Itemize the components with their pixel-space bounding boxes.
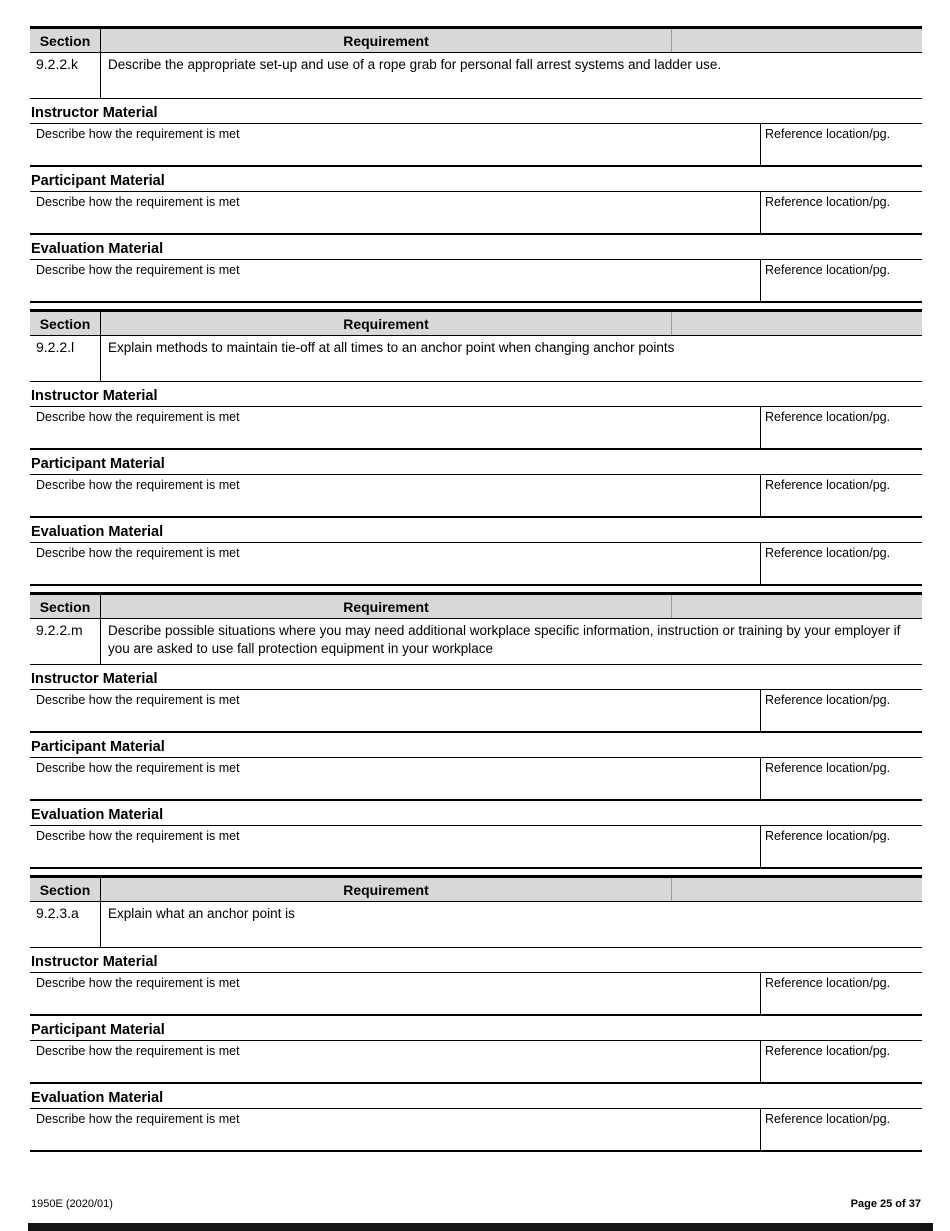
- requirement-text: Describe possible situations where you may need additional workplace specific information, instruction or training by your employer if you are asked to use fall protection equipment in your workplace: [108, 623, 901, 657]
- instructor-material-heading: Instructor Material: [31, 105, 158, 121]
- requirement-block: [30, 875, 922, 1152]
- evaluation-material-heading: Evaluation Material: [31, 807, 164, 823]
- header-empty-cell: [672, 29, 922, 52]
- requirement-text: Explain what an anchor point is: [108, 906, 295, 921]
- page-number: Page 25 of 37: [850, 1198, 921, 1210]
- participant-material-heading: Participant Material: [31, 173, 165, 189]
- requirement-block: [30, 26, 922, 303]
- describe-prompt: Describe how the requirement is met: [30, 1109, 761, 1150]
- requirement-column-header: Requirement: [101, 878, 672, 901]
- evaluation-material-heading: Evaluation Material: [31, 1090, 164, 1106]
- participant-material-row: [30, 474, 922, 518]
- table-header-row: [30, 26, 922, 53]
- section-code: 9.2.2.m: [30, 619, 101, 664]
- requirement-row: [30, 902, 922, 948]
- reference-location-label: Reference location/pg.: [765, 976, 891, 990]
- section-code: 9.2.3.a: [30, 902, 101, 947]
- describe-prompt: Describe how the requirement is met: [30, 826, 761, 867]
- header-empty-cell: [672, 595, 922, 618]
- header-empty-cell: [672, 878, 922, 901]
- evaluation-material-row: [30, 825, 922, 869]
- reference-location-label: Reference location/pg.: [765, 195, 891, 209]
- describe-prompt: Describe how the requirement is met: [30, 973, 761, 1014]
- requirement-row: [30, 336, 922, 382]
- section-column-header: Section: [30, 312, 101, 335]
- instructor-material-row: [30, 689, 922, 733]
- section-code: 9.2.2.l: [30, 336, 101, 381]
- participant-material-row: [30, 1040, 922, 1084]
- instructor-material-row: [30, 406, 922, 450]
- instructor-material-heading: Instructor Material: [31, 671, 158, 687]
- participant-material-heading: Participant Material: [31, 456, 165, 472]
- requirement-column-header: Requirement: [101, 312, 672, 335]
- reference-location-label: Reference location/pg.: [765, 478, 891, 492]
- describe-prompt: Describe how the requirement is met: [30, 1041, 761, 1082]
- evaluation-material-row: [30, 1108, 922, 1152]
- reference-location-label: Reference location/pg.: [765, 761, 891, 775]
- section-code: 9.2.2.k: [30, 53, 101, 98]
- evaluation-material-heading: Evaluation Material: [31, 241, 164, 257]
- page-footer: [30, 1198, 922, 1210]
- requirement-text: Explain methods to maintain tie-off at all times to an anchor point when changing anchor points: [108, 340, 675, 355]
- describe-prompt: Describe how the requirement is met: [30, 543, 761, 584]
- instructor-material-heading: Instructor Material: [31, 388, 158, 404]
- reference-location-label: Reference location/pg.: [765, 693, 891, 707]
- describe-prompt: Describe how the requirement is met: [30, 260, 761, 301]
- participant-material-row: [30, 191, 922, 235]
- requirement-text: Describe the appropriate set-up and use of a rope grab for personal fall arrest systems and ladder use.: [108, 57, 722, 72]
- reference-location-label: Reference location/pg.: [765, 546, 891, 560]
- section-column-header: Section: [30, 29, 101, 52]
- instructor-material-row: [30, 972, 922, 1016]
- requirement-block: [30, 309, 922, 586]
- requirement-block: [30, 592, 922, 869]
- reference-location-label: Reference location/pg.: [765, 127, 891, 141]
- table-header-row: [30, 592, 922, 619]
- describe-prompt: Describe how the requirement is met: [30, 758, 761, 799]
- form-number: 1950E (2020/01): [31, 1198, 113, 1210]
- evaluation-material-row: [30, 259, 922, 303]
- participant-material-heading: Participant Material: [31, 1022, 165, 1038]
- participant-material-heading: Participant Material: [31, 739, 165, 755]
- table-header-row: [30, 309, 922, 336]
- header-empty-cell: [672, 312, 922, 335]
- evaluation-material-heading: Evaluation Material: [31, 524, 164, 540]
- section-column-header: Section: [30, 595, 101, 618]
- section-column-header: Section: [30, 878, 101, 901]
- document-page: [30, 26, 922, 1231]
- reference-location-label: Reference location/pg.: [765, 410, 891, 424]
- reference-location-label: Reference location/pg.: [765, 1044, 891, 1058]
- describe-prompt: Describe how the requirement is met: [30, 192, 761, 233]
- reference-location-label: Reference location/pg.: [765, 829, 891, 843]
- reference-location-label: Reference location/pg.: [765, 263, 891, 277]
- describe-prompt: Describe how the requirement is met: [30, 124, 761, 165]
- describe-prompt: Describe how the requirement is met: [30, 475, 761, 516]
- evaluation-material-row: [30, 542, 922, 586]
- requirement-row: [30, 619, 922, 665]
- instructor-material-heading: Instructor Material: [31, 954, 158, 970]
- table-header-row: [30, 875, 922, 902]
- participant-material-row: [30, 757, 922, 801]
- describe-prompt: Describe how the requirement is met: [30, 690, 761, 731]
- requirement-row: [30, 53, 922, 99]
- describe-prompt: Describe how the requirement is met: [30, 407, 761, 448]
- requirement-column-header: Requirement: [101, 595, 672, 618]
- requirement-column-header: Requirement: [101, 29, 672, 52]
- instructor-material-row: [30, 123, 922, 167]
- reference-location-label: Reference location/pg.: [765, 1112, 891, 1126]
